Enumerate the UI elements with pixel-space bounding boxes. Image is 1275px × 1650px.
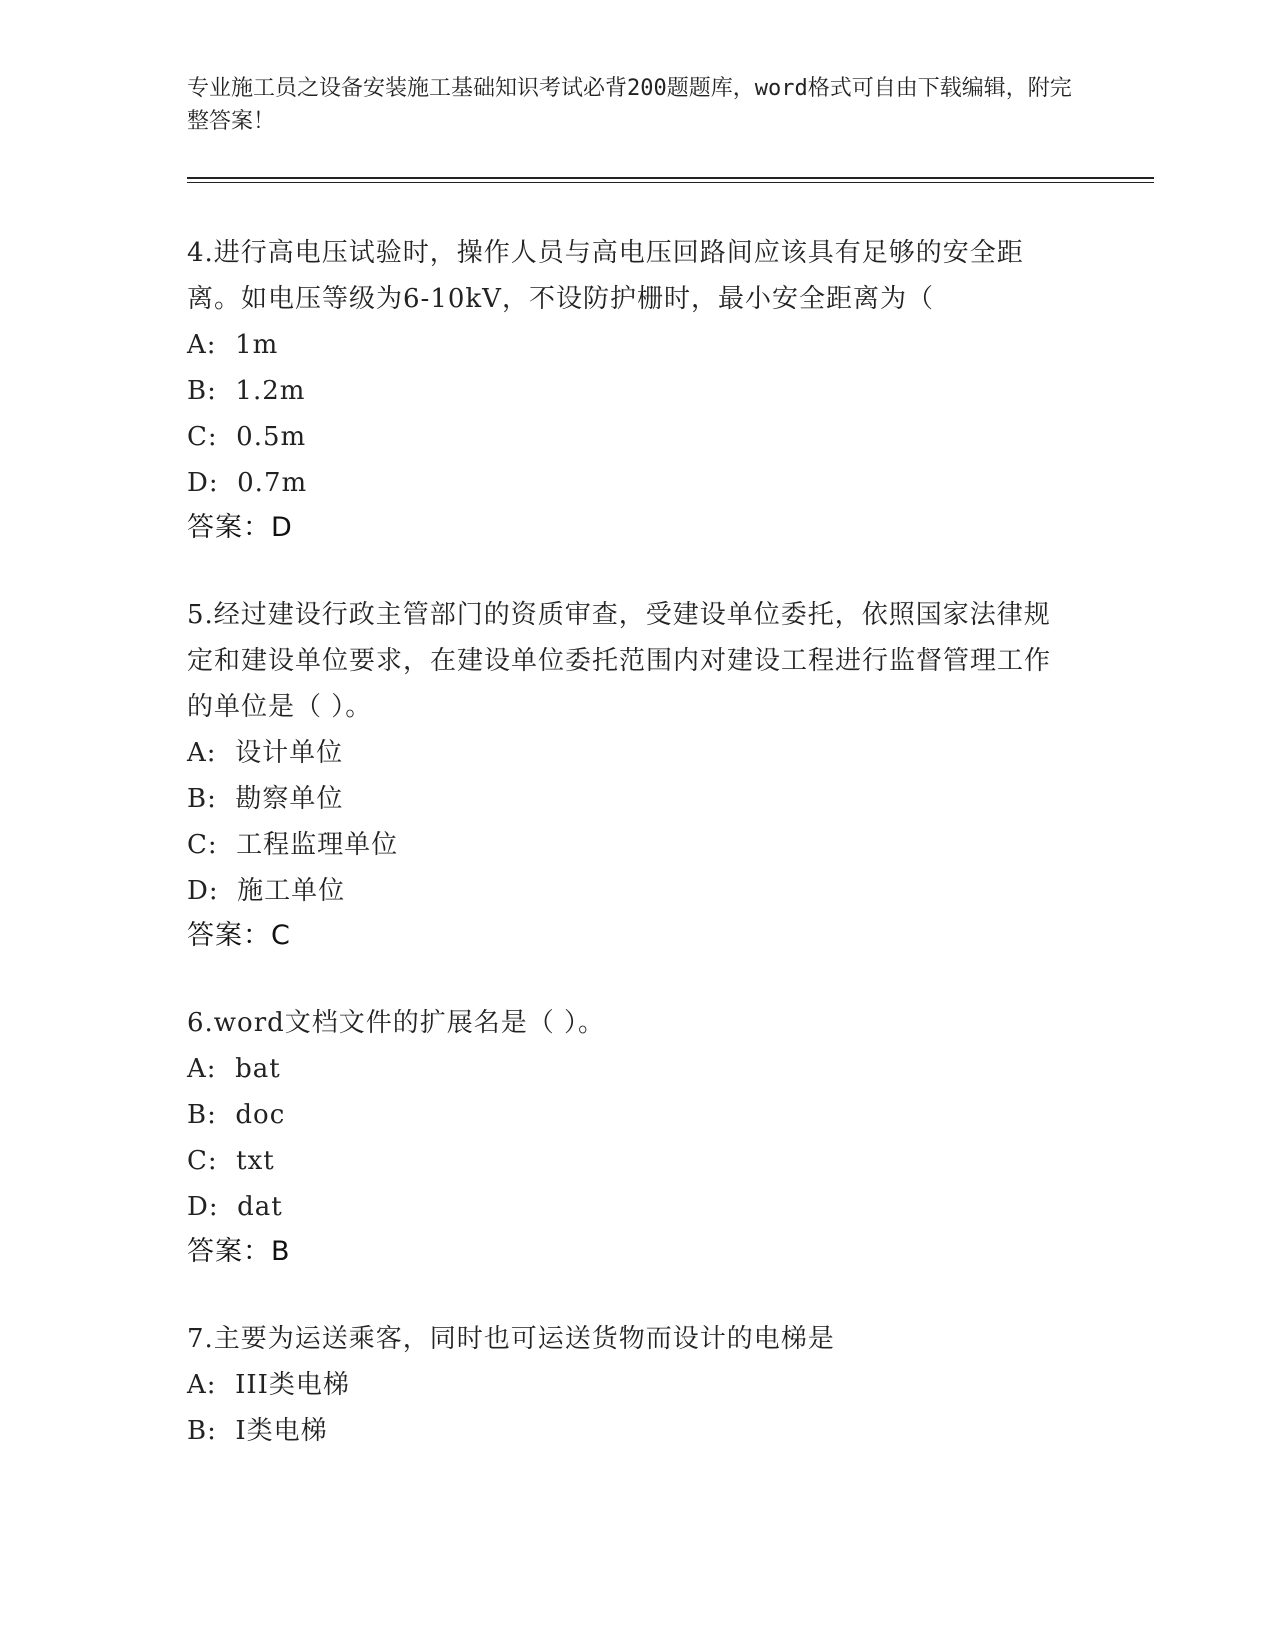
option-c: C: txt [187,1146,275,1176]
question-text: 6.word文档文件的扩展名是（ ）。 [187,1008,606,1038]
option-a: A: III类电梯 [187,1370,350,1400]
answer: 答案：C [187,920,291,951]
question-text: 4.进行高电压试验时，操作人员与高电压回路间应该具有足够的安全距离。如电压等级为6-10kV，不设防护栅时，最小安全距离为（ [187,238,1024,314]
document-header [187,72,1087,138]
question-6 [187,1000,1067,1274]
header-divider-thin [187,182,1154,183]
header-divider [187,177,1154,179]
question-4 [187,230,1067,550]
option-c: C: 0.5m [187,422,307,452]
answer: 答案：B [187,1236,291,1267]
option-d: D: 0.7m [187,468,308,498]
option-a: A: 设计单位 [187,738,344,768]
option-a: A: bat [187,1054,281,1084]
option-b: B: 1.2m [187,376,306,406]
answer: 答案：D [187,512,293,543]
option-c: C: 工程监理单位 [187,830,399,860]
option-a: A: 1m [187,330,279,360]
question-text: 5.经过建设行政主管部门的资质审查，受建设单位委托，依照国家法律规定和建设单位要求，在建设单位委托范围内对建设工程进行监督管理工作的单位是（ ）。 [187,600,1052,722]
option-d: D: 施工单位 [187,876,346,906]
question-7 [187,1316,1067,1454]
option-b: B: 勘察单位 [187,784,344,814]
question-5 [187,592,1067,958]
header-title: 专业施工员之设备安装施工基础知识考试必背200题题库，word格式可自由下载编辑，附完整答案！ [187,76,1072,134]
option-b: B: doc [187,1100,286,1130]
option-b: B: I类电梯 [187,1416,328,1446]
question-text: 7.主要为运送乘客，同时也可运送货物而设计的电梯是 [187,1324,835,1354]
option-d: D: dat [187,1192,283,1222]
